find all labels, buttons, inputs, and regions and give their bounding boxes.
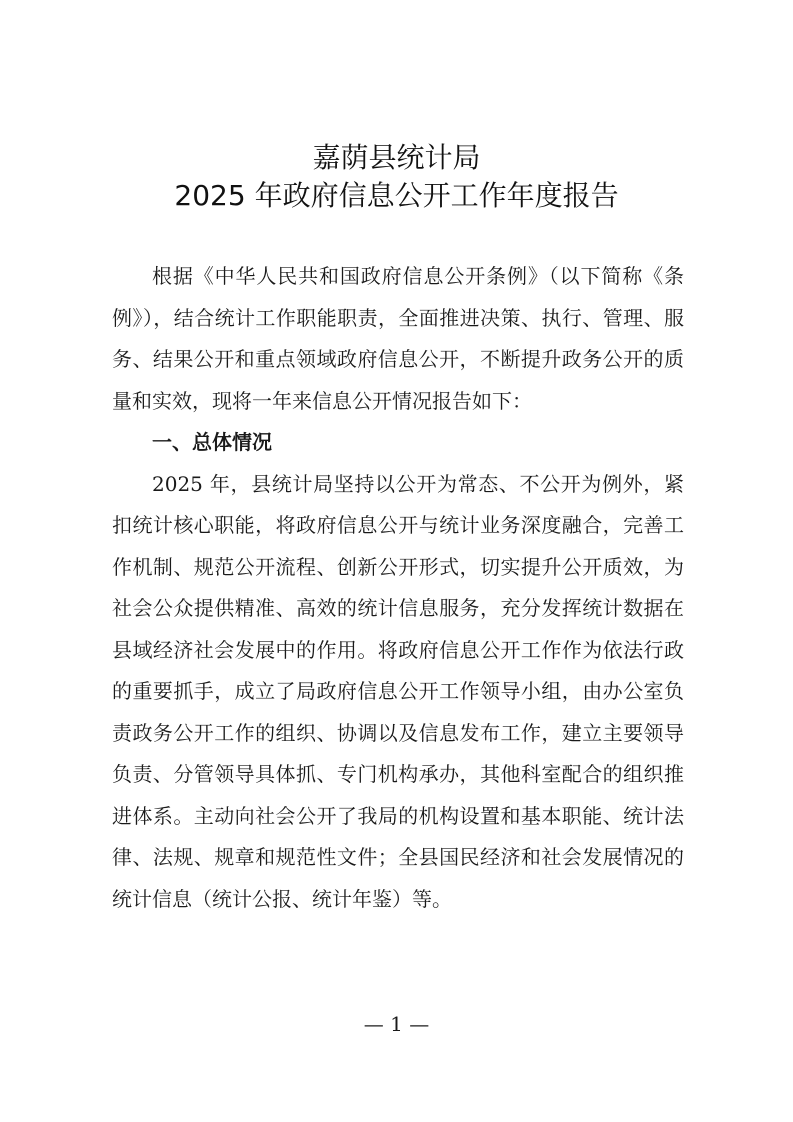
section-heading-overview: 一、总体情况 bbox=[152, 430, 272, 454]
document-body bbox=[112, 256, 684, 920]
document-title-report: 2025 年政府信息公开工作年度报告 bbox=[174, 179, 619, 212]
page-number: — 1 — bbox=[363, 1012, 430, 1036]
document-title-org: 嘉荫县统计局 bbox=[312, 141, 481, 174]
section-overview-paragraph: 2025 年，县统计局坚持以公开为常态、不公开为例外，紧扣统计核心职能，将政府信息公开与统计业务深度融合，完善工作机制、规范公开流程、创新公开形式，切实提升公开质效，为社会公众提供精准、高效的统计信息服务，充分发挥统计数据在县域经济社会发展中的作用。将政府信息公开工作作为依法行政的重要抓手，成立了局政府信息公开工作领导小组，由办公室负责政务公开工作的组织、协调以及信息发布工作，建立主要领导负责、分管领导具体抓、专门机构承办，其他科室配合的组织推进体系。主动向社会公开了我局的机构设置和基本职能、统计法律、法规、规章和规范性文件；全县国民经济和社会发展情况的统计信息（统计公报、统计年鉴）等。 bbox=[112, 471, 684, 911]
intro-paragraph: 根据《中华人民共和国政府信息公开条例》（以下简称《条例》），结合统计工作职能职责，全面推进决策、执行、管理、服务、结果公开和重点领域政府信息公开，不断提升政务公开的质量和实效，现将一年来信息公开情况报告如下： bbox=[112, 264, 684, 413]
